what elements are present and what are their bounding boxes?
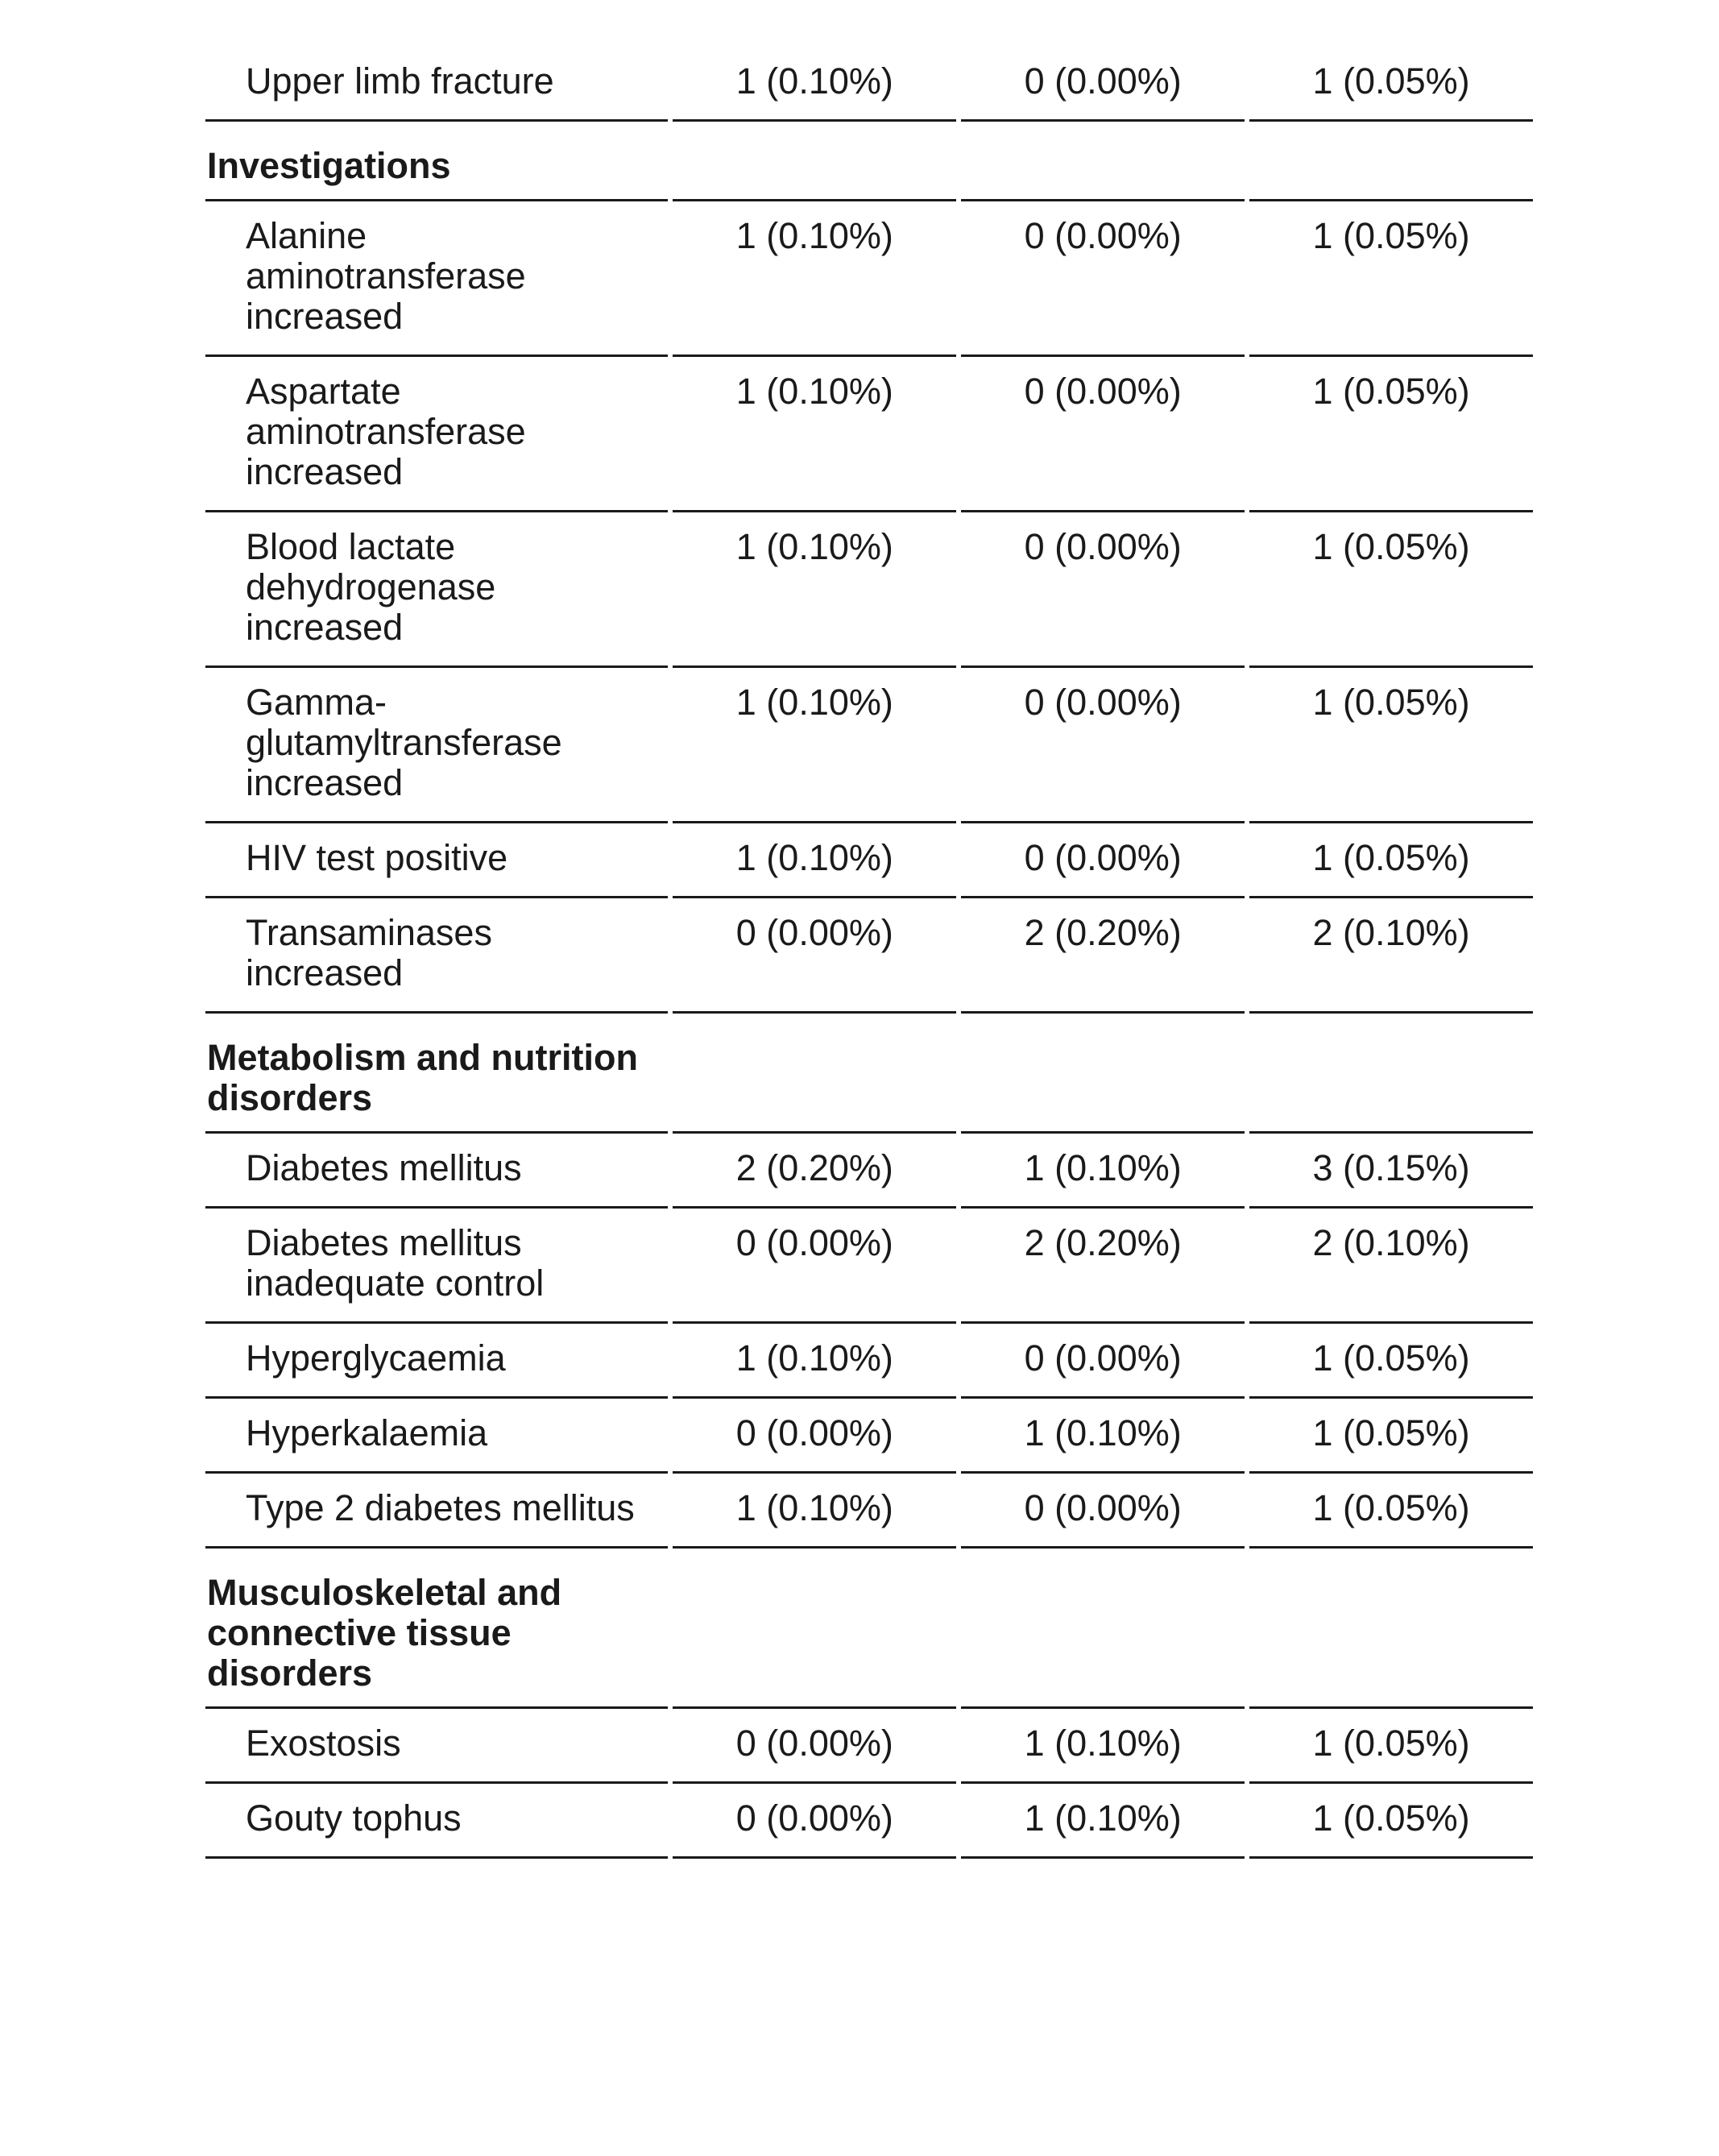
adverse-event-term: Gouty tophus — [205, 1784, 668, 1859]
group2-count-cell: 0 (0.00%) — [961, 357, 1245, 512]
adverse-event-term: Aspartate aminotransferase increased — [205, 357, 668, 512]
system-organ-class-header: Musculoskeletal and connective tissue disorders — [205, 1549, 668, 1709]
adverse-event-row — [205, 668, 1533, 823]
system-organ-class-header: Metabolism and nutrition disorders — [205, 1014, 668, 1134]
group1-count-cell: 2 (0.20%) — [673, 1134, 956, 1209]
empty-cell — [1249, 122, 1533, 201]
group1-count-cell: 1 (0.10%) — [673, 47, 956, 122]
group1-count-cell: 0 (0.00%) — [673, 1399, 956, 1474]
empty-cell — [673, 1014, 956, 1134]
group1-count-cell: 1 (0.10%) — [673, 1474, 956, 1549]
adverse-event-row — [205, 201, 1533, 357]
group1-count-cell: 0 (0.00%) — [673, 1709, 956, 1784]
system-organ-class-row — [205, 1014, 1533, 1134]
adverse-event-row — [205, 1134, 1533, 1209]
adverse-event-term: Blood lactate dehydrogenase increased — [205, 512, 668, 668]
total-count-cell: 1 (0.05%) — [1249, 1474, 1533, 1549]
adverse-event-term: Hyperkalaemia — [205, 1399, 668, 1474]
adverse-event-row — [205, 898, 1533, 1014]
group2-count-cell: 1 (0.10%) — [961, 1784, 1245, 1859]
group1-count-cell: 1 (0.10%) — [673, 201, 956, 357]
empty-cell — [673, 122, 956, 201]
system-organ-class-row — [205, 122, 1533, 201]
adverse-event-row — [205, 1474, 1533, 1549]
adverse-event-row — [205, 512, 1533, 668]
empty-cell — [1249, 1549, 1533, 1709]
total-count-cell: 1 (0.05%) — [1249, 1399, 1533, 1474]
group2-count-cell: 0 (0.00%) — [961, 668, 1245, 823]
group2-count-cell: 0 (0.00%) — [961, 823, 1245, 898]
group1-count-cell: 1 (0.10%) — [673, 357, 956, 512]
adverse-event-term: Hyperglycaemia — [205, 1324, 668, 1399]
group1-count-cell: 1 (0.10%) — [673, 668, 956, 823]
group2-count-cell: 2 (0.20%) — [961, 898, 1245, 1014]
adverse-event-row — [205, 1784, 1533, 1859]
adverse-event-term: Transaminases increased — [205, 898, 668, 1014]
total-count-cell: 1 (0.05%) — [1249, 1784, 1533, 1859]
total-count-cell: 2 (0.10%) — [1249, 898, 1533, 1014]
total-count-cell: 2 (0.10%) — [1249, 1209, 1533, 1324]
empty-cell — [961, 1014, 1245, 1134]
adverse-event-term: Diabetes mellitus inadequate control — [205, 1209, 668, 1324]
total-count-cell: 1 (0.05%) — [1249, 823, 1533, 898]
adverse-event-row — [205, 1709, 1533, 1784]
group2-count-cell: 0 (0.00%) — [961, 1474, 1245, 1549]
group1-count-cell: 1 (0.10%) — [673, 512, 956, 668]
adverse-event-row — [205, 1209, 1533, 1324]
adverse-event-row — [205, 357, 1533, 512]
total-count-cell: 1 (0.05%) — [1249, 1324, 1533, 1399]
group1-count-cell: 0 (0.00%) — [673, 898, 956, 1014]
group2-count-cell: 0 (0.00%) — [961, 47, 1245, 122]
adverse-event-row — [205, 1324, 1533, 1399]
empty-cell — [961, 122, 1245, 201]
empty-cell — [1249, 1014, 1533, 1134]
adverse-event-term: Alanine aminotransferase increased — [205, 201, 668, 357]
system-organ-class-row — [205, 1549, 1533, 1709]
group2-count-cell: 1 (0.10%) — [961, 1134, 1245, 1209]
total-count-cell: 1 (0.05%) — [1249, 47, 1533, 122]
total-count-cell: 1 (0.05%) — [1249, 512, 1533, 668]
adverse-event-term: Exostosis — [205, 1709, 668, 1784]
group1-count-cell: 0 (0.00%) — [673, 1784, 956, 1859]
group2-count-cell: 0 (0.00%) — [961, 201, 1245, 357]
adverse-event-term: HIV test positive — [205, 823, 668, 898]
empty-cell — [961, 1549, 1245, 1709]
group2-count-cell: 1 (0.10%) — [961, 1399, 1245, 1474]
group2-count-cell: 1 (0.10%) — [961, 1709, 1245, 1784]
group1-count-cell: 1 (0.10%) — [673, 823, 956, 898]
empty-cell — [673, 1549, 956, 1709]
group2-count-cell: 0 (0.00%) — [961, 512, 1245, 668]
total-count-cell: 1 (0.05%) — [1249, 201, 1533, 357]
total-count-cell: 3 (0.15%) — [1249, 1134, 1533, 1209]
adverse-event-term: Upper limb fracture — [205, 47, 668, 122]
adverse-event-term: Gamma- glutamyltransferase increased — [205, 668, 668, 823]
group2-count-cell: 0 (0.00%) — [961, 1324, 1245, 1399]
adverse-event-row — [205, 47, 1533, 122]
adverse-event-term: Type 2 diabetes mellitus — [205, 1474, 668, 1549]
adverse-event-row — [205, 1399, 1533, 1474]
table-body — [205, 47, 1533, 1859]
adverse-event-row — [205, 823, 1533, 898]
adverse-event-term: Diabetes mellitus — [205, 1134, 668, 1209]
group1-count-cell: 1 (0.10%) — [673, 1324, 956, 1399]
group1-count-cell: 0 (0.00%) — [673, 1209, 956, 1324]
group2-count-cell: 2 (0.20%) — [961, 1209, 1245, 1324]
total-count-cell: 1 (0.05%) — [1249, 357, 1533, 512]
total-count-cell: 1 (0.05%) — [1249, 1709, 1533, 1784]
total-count-cell: 1 (0.05%) — [1249, 668, 1533, 823]
system-organ-class-header: Investigations — [205, 122, 668, 201]
adverse-events-table — [201, 47, 1538, 1859]
